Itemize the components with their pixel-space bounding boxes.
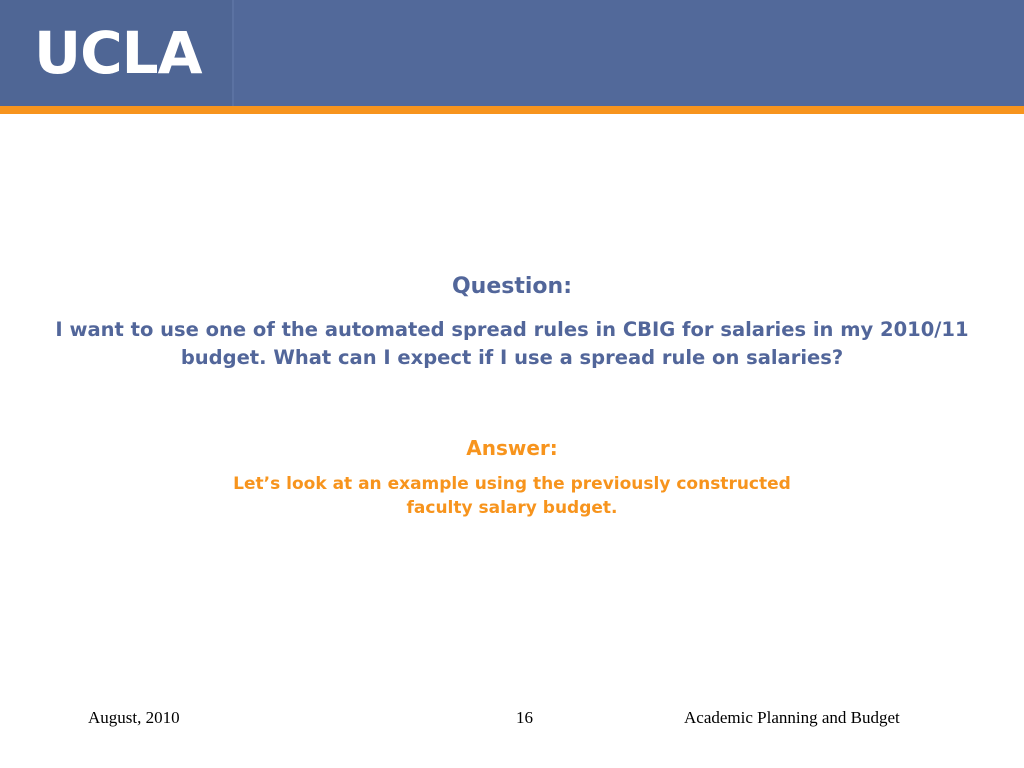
header-bar [0,0,1024,106]
question-heading: Question: [451,274,572,299]
footer-date: August, 2010 [88,708,180,727]
question-text: I want to use one of the automated spread rules in CBIG for salaries in my 2010/11 budget. What can I expect if I use a spread rule on salaries? [55,318,969,369]
ucla-logo: UCLA [34,19,202,87]
answer-text: Let’s look at an example using the previously constructed faculty salary budget. [233,474,791,518]
accent-stripe [0,106,1024,114]
logo-divider [232,0,234,106]
footer-department: Academic Planning and Budget [684,708,900,727]
footer-page-number: 16 [516,708,533,727]
slide-content [40,272,984,520]
answer-heading: Answer: [466,436,558,460]
